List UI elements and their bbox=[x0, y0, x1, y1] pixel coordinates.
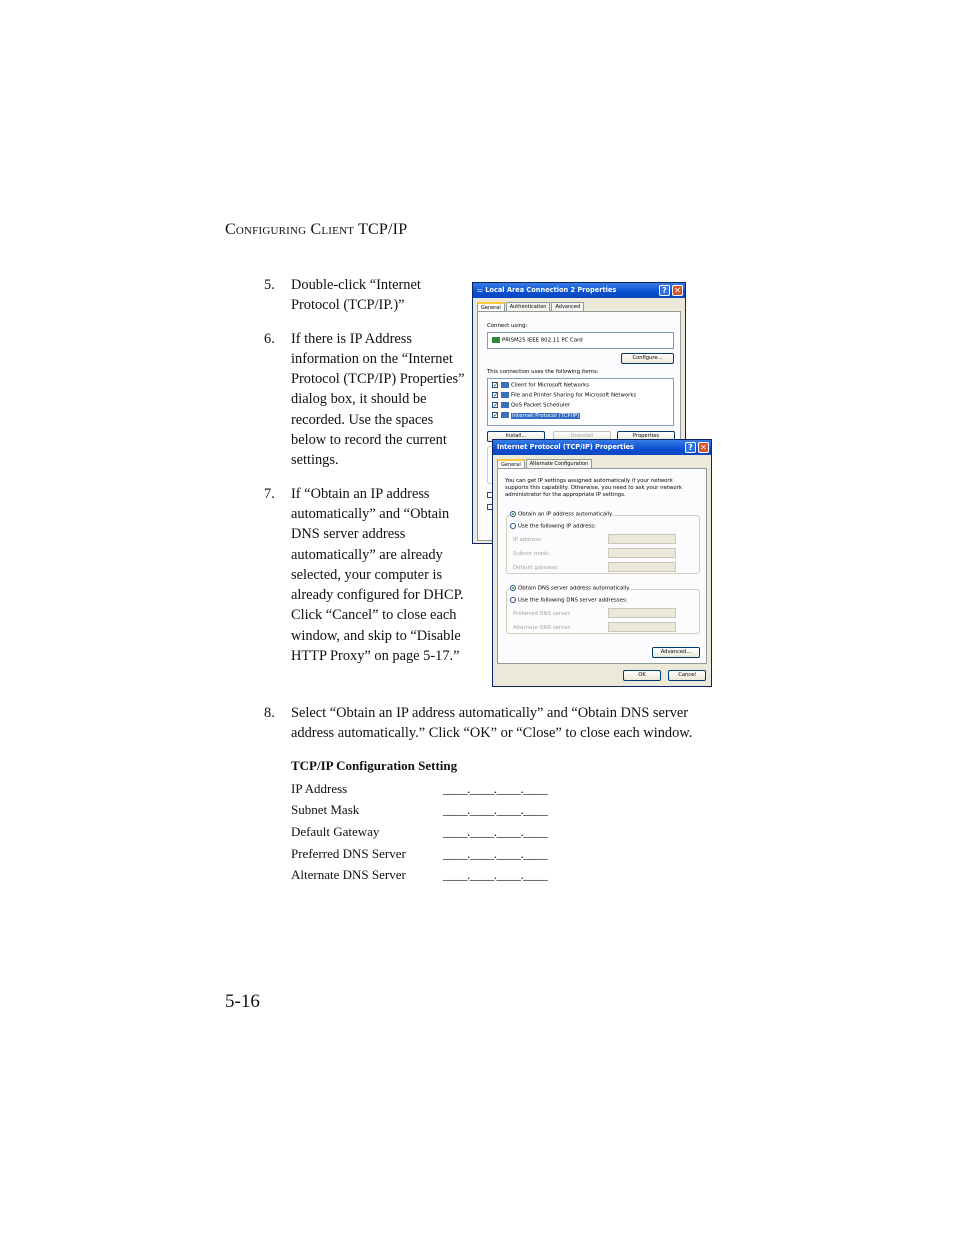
row-blank: ____.____.____.____ bbox=[443, 780, 548, 796]
tab-authentication[interactable]: Authentication bbox=[506, 302, 551, 312]
checkbox-checked[interactable]: ✓ bbox=[493, 412, 499, 419]
dialog-title: Internet Protocol (TCP/IP) Properties bbox=[497, 443, 634, 451]
network-protocol-icon bbox=[501, 412, 509, 418]
help-icon[interactable]: ? bbox=[659, 285, 670, 296]
table-row bbox=[291, 778, 547, 800]
default-gateway-field bbox=[608, 562, 676, 572]
row-label: Default Gateway bbox=[291, 823, 380, 839]
general-panel bbox=[497, 468, 707, 664]
step-number: 7. bbox=[264, 485, 275, 502]
row-blank: ____.____.____.____ bbox=[443, 867, 548, 883]
step-text: If there is IP Address information on the “Internet Protocol (TCP/IP) Properties” dialog box, it should be recorded. Use the spaces below to record the current settings. bbox=[291, 330, 465, 469]
items-label: This connection uses the following items: bbox=[487, 369, 599, 375]
alternate-dns-field bbox=[608, 622, 676, 632]
use-dns-radio[interactable]: Use the following DNS server addresses: bbox=[510, 597, 628, 604]
preferred-dns-field bbox=[608, 608, 676, 618]
config-title: TCP/IP Configuration Setting bbox=[291, 758, 458, 773]
page-number: 5-16 bbox=[225, 991, 260, 1012]
checkbox-checked[interactable]: ✓ bbox=[493, 402, 499, 409]
adapter-name: PRISM25 IEEE 802.11 PC Card bbox=[502, 337, 583, 344]
network-service-icon bbox=[501, 402, 509, 408]
properties-button[interactable]: Properties bbox=[617, 431, 675, 442]
network-service-icon bbox=[501, 392, 509, 398]
ip-address-field bbox=[608, 534, 676, 544]
tab-general[interactable]: General bbox=[477, 302, 505, 312]
preferred-dns-label: Preferred DNS server: bbox=[513, 611, 572, 617]
step-5 bbox=[264, 275, 469, 316]
ip-address-label: IP address: bbox=[513, 537, 543, 543]
dialog-title: Local Area Connection 2 Properties bbox=[485, 286, 617, 294]
checkbox-checked[interactable]: ✓ bbox=[493, 392, 499, 399]
configure-button[interactable]: Configure... bbox=[621, 353, 674, 364]
tab-alternate-configuration[interactable]: Alternate Configuration bbox=[526, 459, 593, 469]
step-text: Select “Obtain an IP address automatically” and “Obtain DNS server address automatically.” Click “OK” or “Close” to close each window. bbox=[291, 705, 693, 742]
row-label: Preferred DNS Server bbox=[291, 845, 406, 861]
tab-advanced[interactable]: Advanced bbox=[551, 302, 584, 312]
use-ip-radio[interactable]: Use the following IP address: bbox=[510, 523, 596, 530]
step-text: Double-click “Internet Protocol (TCP/IP.)” bbox=[291, 277, 421, 314]
list-item[interactable]: ✓ QoS Packet Scheduler bbox=[493, 402, 571, 409]
title-bar bbox=[493, 440, 711, 455]
uninstall-button: Uninstall bbox=[553, 431, 611, 442]
list-item[interactable]: ✓ Client for Microsoft Networks bbox=[493, 382, 590, 389]
adapter-row bbox=[492, 337, 583, 344]
config-table bbox=[291, 778, 547, 886]
table-row bbox=[291, 821, 547, 843]
connect-using-label: Connect using: bbox=[487, 323, 528, 329]
step-number: 6. bbox=[264, 330, 275, 347]
network-client-icon bbox=[501, 382, 509, 388]
ok-button[interactable]: OK bbox=[623, 670, 661, 681]
step-7 bbox=[264, 484, 469, 667]
row-blank: ____.____.____.____ bbox=[443, 845, 548, 861]
intro-text: You can get IP settings assigned automatically if your network supports this capability. Otherwise, you need to ask your network administrator for the appropriate IP settings. bbox=[505, 478, 683, 498]
alternate-dns-label: Alternate DNS server: bbox=[513, 625, 572, 631]
default-gateway-label: Default gateway: bbox=[513, 565, 559, 571]
step-text: If “Obtain an IP address automatically” and “Obtain DNS server address automatically” are already selected, your computer is already configured for DHCP. Click “Cancel” to close each window, and skip to “Disable HTTP Proxy” on page 5-17.” bbox=[291, 485, 464, 665]
row-label: Alternate DNS Server bbox=[291, 867, 406, 883]
steps-list bbox=[264, 275, 469, 679]
close-icon[interactable]: ✕ bbox=[672, 285, 683, 296]
list-item-selected[interactable]: ✓ Internet Protocol (TCP/IP) bbox=[493, 412, 580, 419]
step-number: 8. bbox=[264, 705, 275, 721]
header-suffix: TCP/IP bbox=[358, 221, 408, 238]
obtain-dns-radio[interactable]: Obtain DNS server address automatically bbox=[510, 585, 629, 592]
running-header bbox=[225, 221, 407, 239]
tab-general[interactable]: General bbox=[497, 459, 525, 469]
tcpip-properties-dialog bbox=[492, 439, 712, 687]
step-6 bbox=[264, 329, 469, 471]
checkbox-checked[interactable]: ✓ bbox=[493, 382, 499, 389]
title-bar bbox=[473, 283, 685, 298]
row-blank: ____.____.____.____ bbox=[443, 802, 548, 818]
step-number: 5. bbox=[264, 277, 275, 293]
table-row bbox=[291, 843, 547, 865]
list-item[interactable]: ✓ File and Printer Sharing for Microsoft Networks bbox=[493, 392, 637, 399]
table-row bbox=[291, 800, 547, 822]
subnet-mask-label: Subnet mask: bbox=[513, 551, 551, 557]
advanced-button[interactable]: Advanced... bbox=[652, 647, 700, 658]
row-blank: ____.____.____.____ bbox=[443, 823, 548, 839]
close-icon[interactable]: ✕ bbox=[698, 442, 709, 453]
header-prefix: Configuring Client bbox=[225, 221, 355, 238]
table-row bbox=[291, 864, 547, 886]
subnet-mask-field bbox=[608, 548, 676, 558]
cancel-button[interactable]: Cancel bbox=[668, 670, 706, 681]
row-label: Subnet Mask bbox=[291, 802, 360, 818]
items-list bbox=[487, 378, 674, 426]
install-button[interactable]: Install... bbox=[487, 431, 545, 442]
obtain-ip-radio[interactable]: Obtain an IP address automatically bbox=[510, 511, 612, 518]
adapter-box bbox=[487, 332, 674, 349]
network-card-icon bbox=[492, 337, 500, 343]
step-8 bbox=[264, 703, 724, 744]
help-icon[interactable]: ? bbox=[685, 442, 696, 453]
row-label: IP Address bbox=[291, 780, 348, 796]
config-record-table bbox=[291, 758, 547, 886]
network-icon: ⚍ bbox=[477, 286, 483, 294]
